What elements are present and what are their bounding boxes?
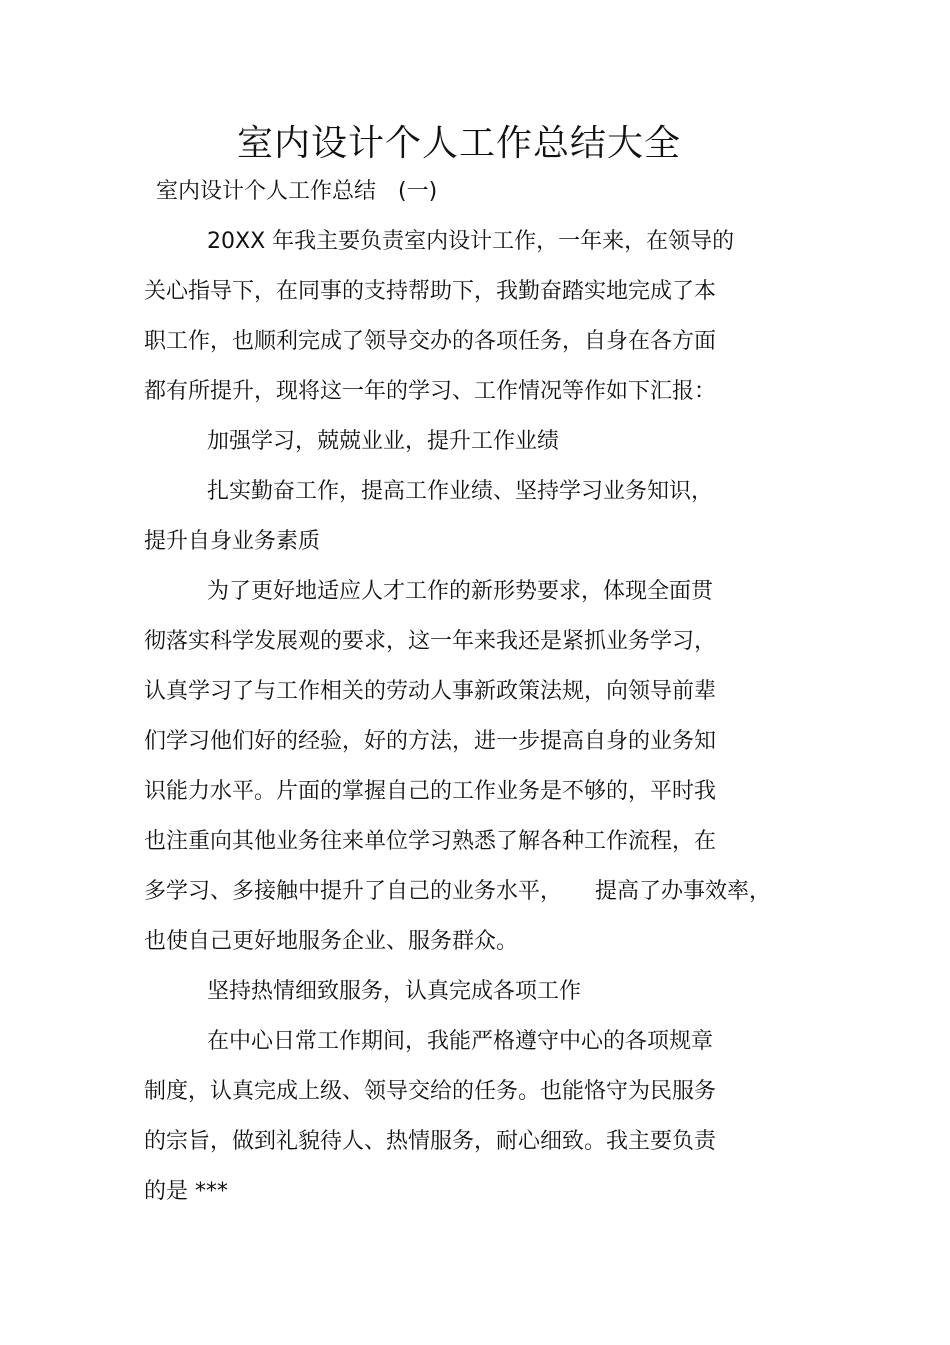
body-line: 识能力水平。片面的掌握自己的工作业务是不够的，平时我 bbox=[144, 779, 717, 804]
section-subtitle: 室内设计个人工作总结 (一) bbox=[156, 179, 438, 204]
body-line: 的宗旨，做到礼貌待人、热情服务，耐心细致。我主要负责 bbox=[144, 1129, 717, 1154]
body-line: 为了更好地适应人才工作的新形势要求，体现全面贯 bbox=[207, 579, 714, 604]
body-line: 职工作，也顺利完成了领导交办的各项任务，自身在各方面 bbox=[144, 329, 717, 354]
body-line: 在中心日常工作期间，我能严格遵守中心的各项规章 bbox=[207, 1029, 714, 1054]
body-line: 制度，认真完成上级、领导交给的任务。也能恪守为民服务 bbox=[144, 1079, 717, 1104]
body-line: 关心指导下，在同事的支持帮助下，我勤奋踏实地完成了本 bbox=[144, 279, 717, 304]
body-line: 认真学习了与工作相关的劳动人事新政策法规，向领导前辈 bbox=[144, 679, 717, 704]
body-line: 们学习他们好的经验，好的方法，进一步提高自身的业务知 bbox=[144, 729, 717, 754]
section-heading: 加强学习，兢兢业业，提升工作业绩 bbox=[207, 429, 560, 454]
body-line: 多学习、多接触中提升了自己的业务水平， 提高了办事效率， bbox=[144, 879, 772, 904]
body-line: 彻落实科学发展观的要求，这一年来我还是紧抓业务学习， bbox=[144, 629, 717, 654]
body-line: 的是 *** bbox=[144, 1179, 228, 1204]
body-line: 都有所提升，现将这一年的学习、工作情况等作如下汇报： bbox=[144, 379, 717, 404]
body-line: 扎实勤奋工作，提高工作业绩、坚持学习业务知识， bbox=[207, 479, 714, 504]
body-line: 也使自己更好地服务企业、服务群众。 bbox=[144, 929, 519, 954]
body-line: 也注重向其他业务往来单位学习熟悉了解各种工作流程，在 bbox=[144, 829, 717, 854]
body-line: 20XX 年我主要负责室内设计工作，一年来，在领导的 bbox=[207, 229, 735, 254]
section-heading: 坚持热情细致服务，认真完成各项工作 bbox=[207, 979, 582, 1004]
document-title: 室内设计个人工作总结大全 bbox=[236, 123, 681, 164]
body-line: 提升自身业务素质 bbox=[144, 529, 321, 554]
